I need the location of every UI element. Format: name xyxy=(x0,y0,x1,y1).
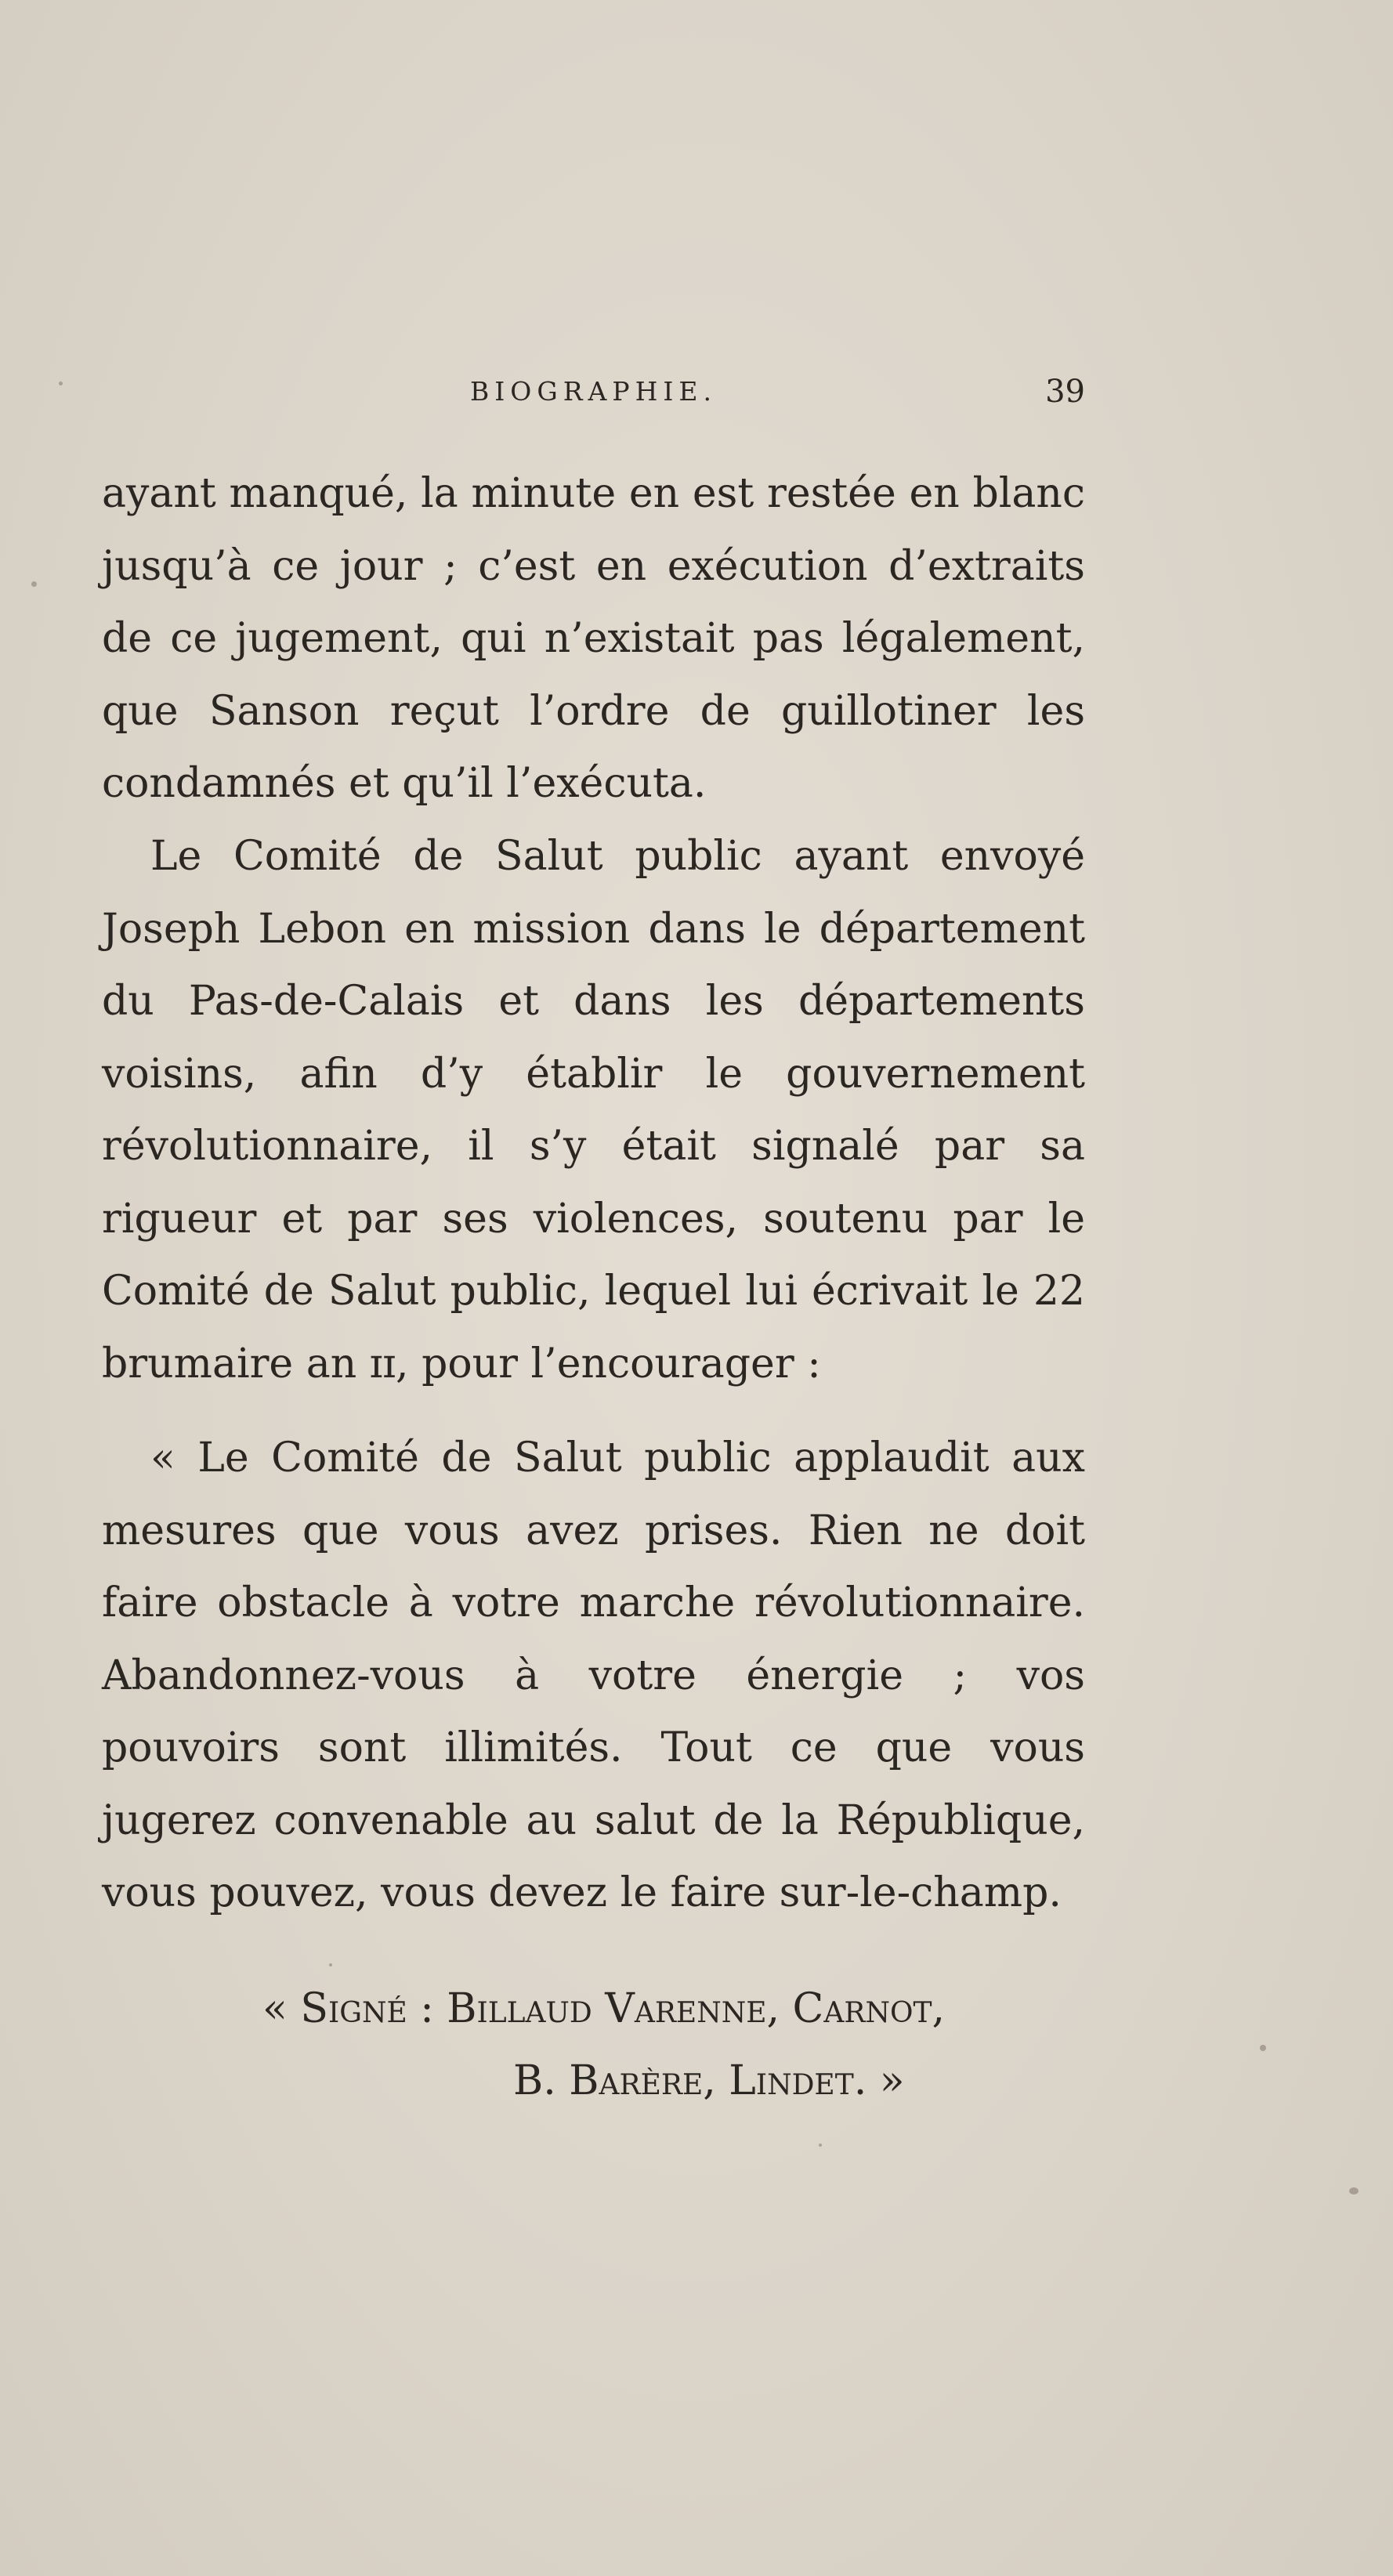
page-number: 39 xyxy=(1045,374,1085,410)
signature-line-2: B. Barère, Lindet. » xyxy=(513,2057,905,2104)
paragraph-text: ayant manqué, la minute en est restée en blanc jusqu’à ce jour ; c’est en exécution d’extraits de ce jugement, qui n’existait pas légalement, que Sanson reçut l’ordre de guillotiner les condamnés et qu’il l’exécuta. xyxy=(102,470,1085,807)
running-title: BIOGRAPHIE. xyxy=(470,376,717,407)
paper-speck xyxy=(1349,2187,1359,2194)
paragraph-comite xyxy=(102,820,1085,1400)
paper-speck xyxy=(31,581,37,587)
paper-speck xyxy=(1260,2045,1266,2051)
paragraph-continuation xyxy=(102,458,1085,820)
signature-line-1: « Signé : Billaud Varenne, Carnot, xyxy=(262,1985,945,2032)
quoted-letter xyxy=(102,1422,1085,1930)
paper-speck xyxy=(819,2144,822,2147)
paper-speck xyxy=(59,382,63,385)
paper-speck xyxy=(329,1963,332,1966)
paragraph-text: Le Comité de Salut public ayant envoyé Joseph Lebon en mission dans le département du Pas-de-Calais et dans les départements voisins, afin d’y établir le gouvernement révolutionnaire, il s’y était signalé par sa rigueur et par ses violences, soutenu par le Comité de Salut public, lequel lui écrivait le 22 brumaire an ɪɪ, pour l’encourager : xyxy=(102,833,1085,1387)
running-head xyxy=(102,368,1085,415)
quote-text: « Le Comité de Salut public applaudit aux mesures que vous avez prises. Rien ne doit faire obstacle à votre marche révolutionnaire. Abandonnez-vous à votre énergie ; vos pouvoirs sont illimités. Tout ce que vous jugerez convenable au salut de la République, vous pouvez, vous devez le faire sur-le-champ. xyxy=(102,1435,1085,1916)
